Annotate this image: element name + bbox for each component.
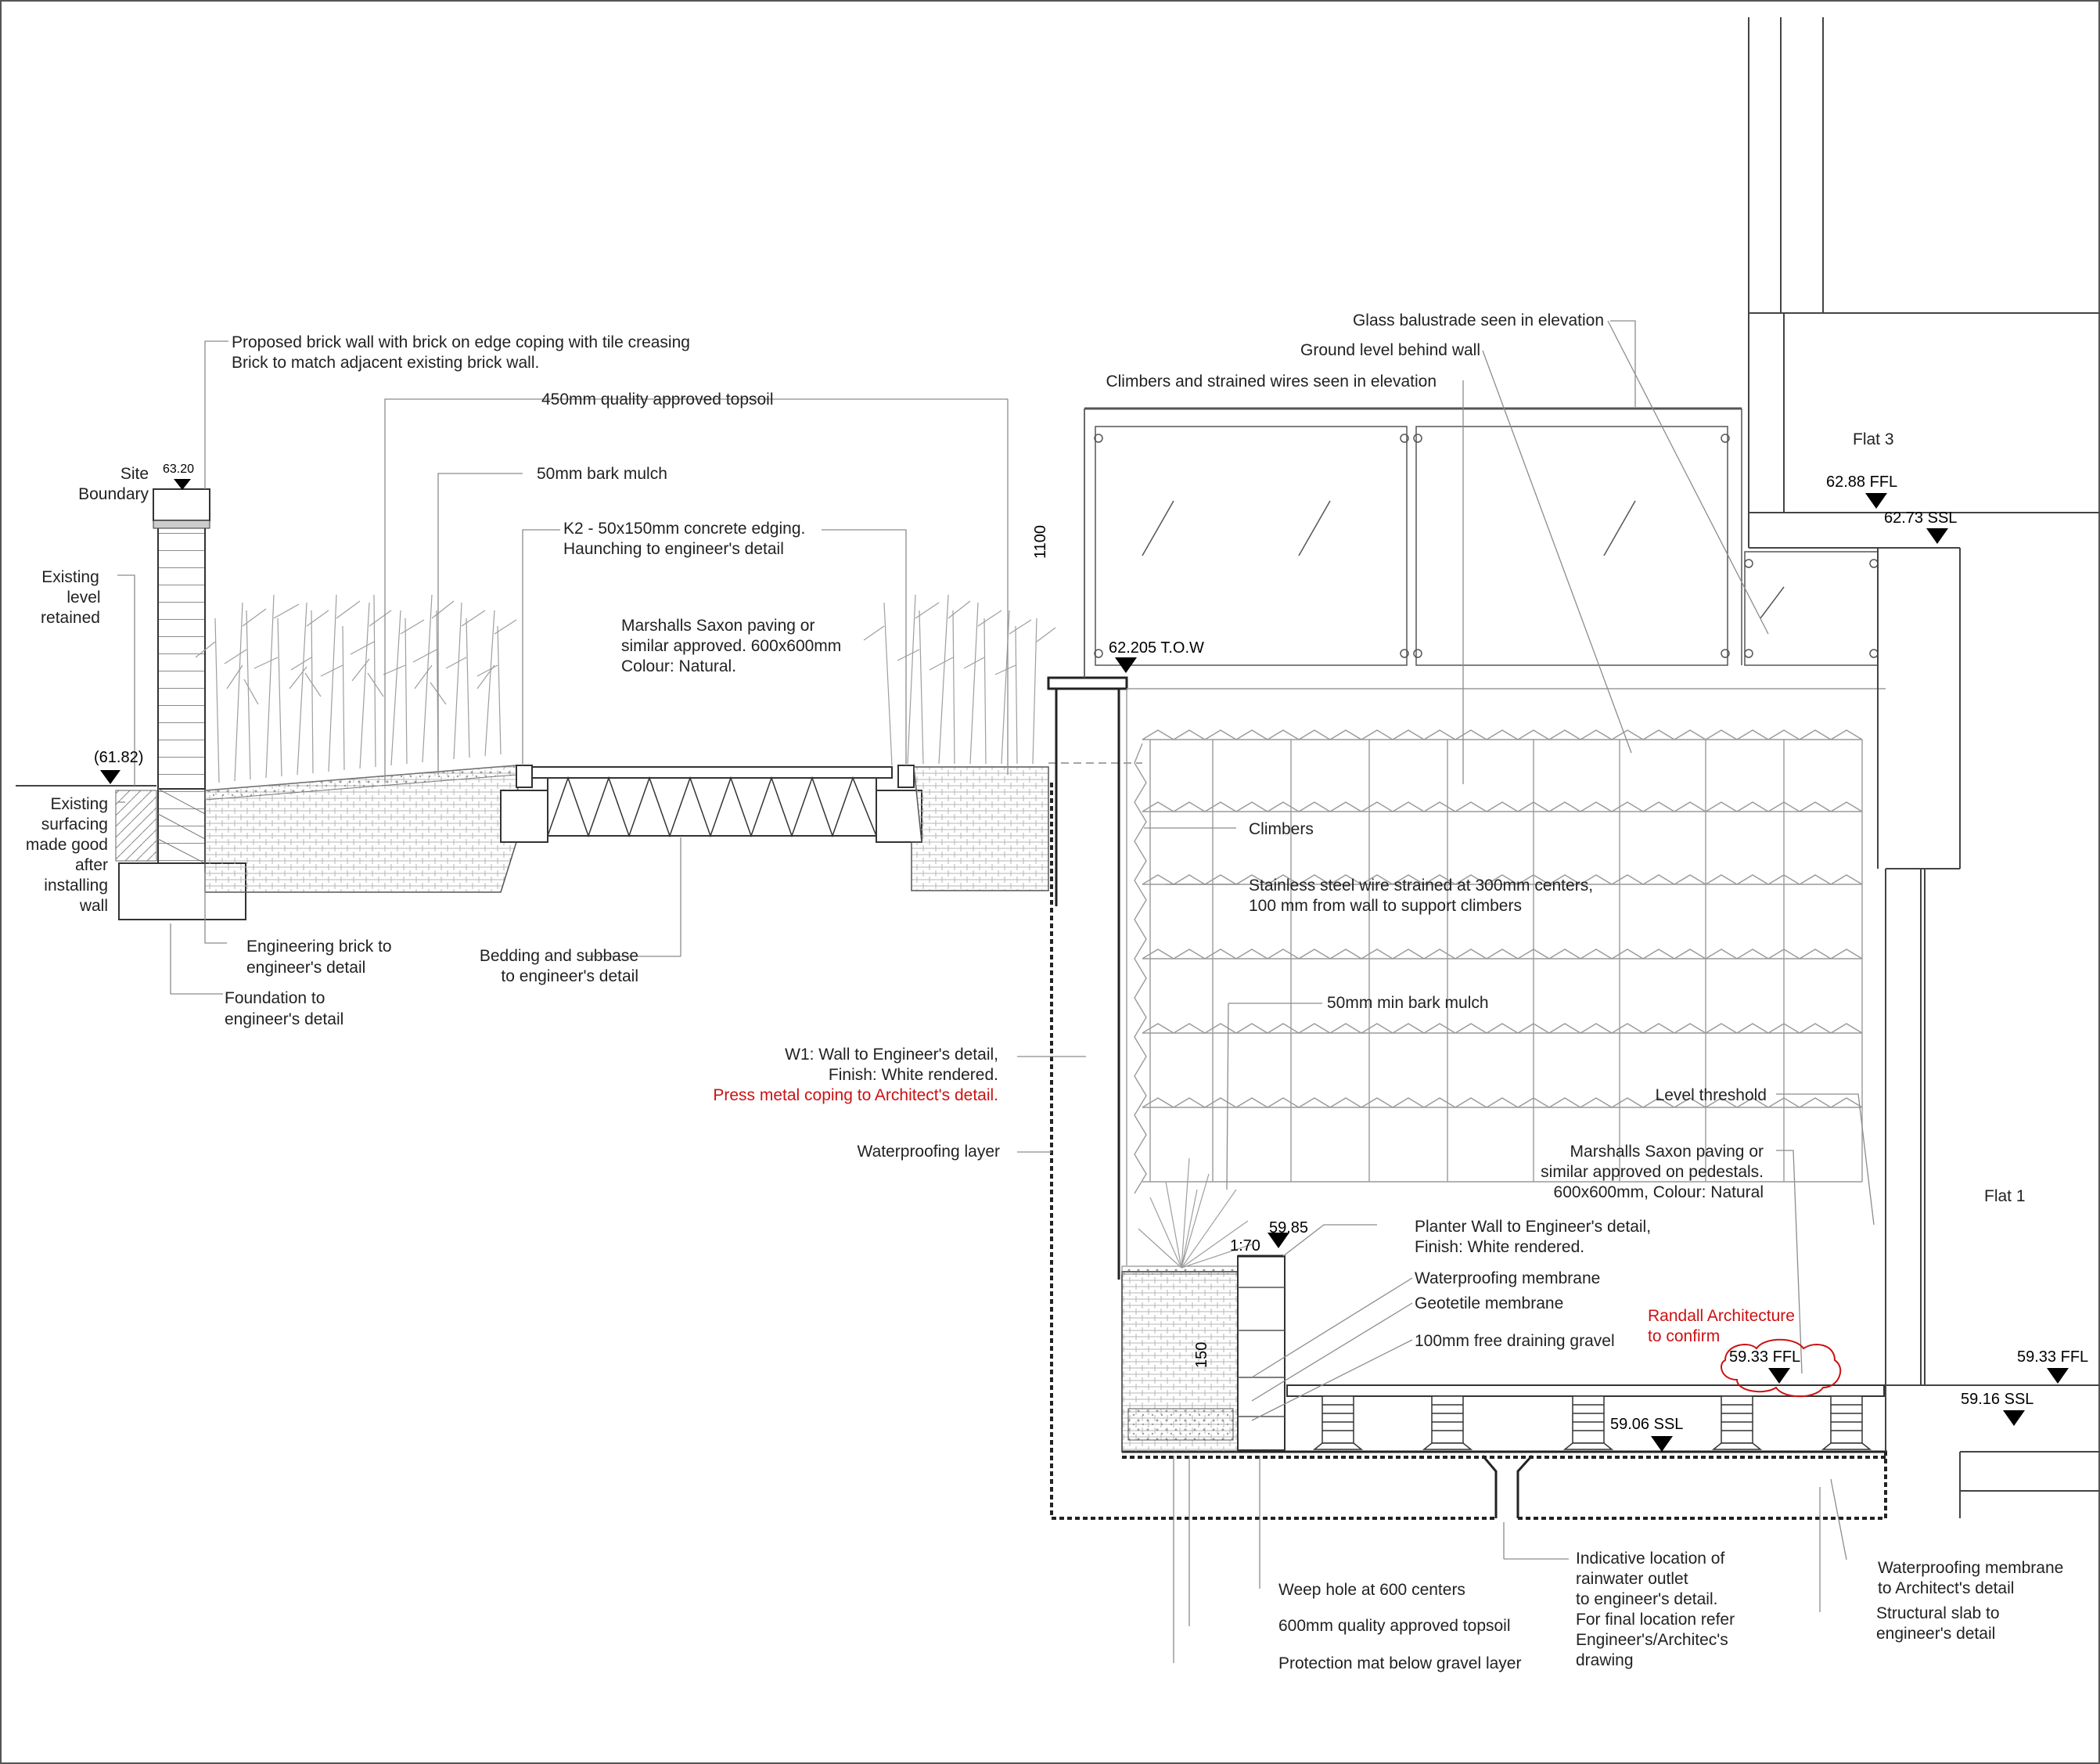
glass-balustrade [1084, 409, 1878, 678]
climbing-wires [1127, 689, 1886, 1265]
note-existing-level-3: retained [41, 609, 100, 627]
note-rainwater-2: rainwater outlet [1576, 1570, 1688, 1588]
note-existing-surf-5: installing [44, 877, 108, 895]
note-existing-surf-2: surfacing [41, 815, 108, 833]
note-foundation-1: Foundation to [225, 989, 325, 1007]
note-rainwater-4: For final location refer [1576, 1611, 1735, 1629]
note-planter-wall-1: Planter Wall to Engineer's detail, [1415, 1218, 1652, 1236]
note-weep-hole: Weep hole at 600 centers [1278, 1581, 1465, 1599]
note-bedding-2: to engineer's detail [501, 967, 638, 985]
note-existing-surf-3: made good [25, 836, 108, 854]
note-rainwater-1: Indicative location of [1576, 1550, 1725, 1568]
level-ssl-right: 59.16 SSL [1961, 1391, 2034, 1408]
bamboo-planting-right [864, 595, 1055, 765]
topsoil-bed-right [912, 767, 1048, 891]
level-planter: 59.85 [1269, 1219, 1309, 1237]
building-flat3 [1749, 17, 2100, 869]
note-site-boundary-1: Site [120, 465, 149, 483]
note-marshalls-ped-3: 600x600mm, Colour: Natural [1553, 1183, 1764, 1201]
note-slab-1: Structural slab to [1876, 1604, 2000, 1622]
note-randall-2: to confirm [1648, 1327, 1721, 1345]
note-existing-level-1: Existing [41, 568, 99, 586]
subbase [548, 778, 876, 836]
level-ssl-lower: 59.06 SSL [1610, 1416, 1684, 1433]
note-waterproofing-layer: Waterproofing layer [857, 1143, 1000, 1161]
note-existing-surf-6: wall [79, 897, 108, 915]
note-climbers-wires: Climbers and strained wires seen in elevation [1106, 373, 1437, 391]
note-level-threshold: Level threshold [1655, 1086, 1767, 1104]
note-planter-wall-2: Finish: White rendered. [1415, 1238, 1585, 1256]
note-bark-min: 50mm min bark mulch [1327, 994, 1489, 1012]
note-bark-mulch: 50mm bark mulch [537, 465, 667, 483]
note-brick-wall-1: Proposed brick wall with brick on edge coping with tile creasing [232, 333, 690, 351]
note-wp-arch-1: Waterproofing membrane [1878, 1559, 2064, 1577]
lightwell-section [1048, 17, 2100, 1518]
note-k2-edging-2: Haunching to engineer's detail [563, 540, 784, 558]
label-flat3: Flat 3 [1853, 430, 1894, 448]
level-tow: 62.205 T.O.W [1109, 639, 1204, 657]
leader-lines [117, 321, 1874, 1663]
note-geotextile: Geotetile membrane [1415, 1294, 1564, 1312]
note-existing-surf-1: Existing [50, 795, 108, 813]
note-existing-level-2: level [67, 589, 101, 607]
note-marshalls-ped-1: Marshalls Saxon paving or [1570, 1143, 1764, 1161]
note-brick-wall-2: Brick to match adjacent existing brick wall. [232, 354, 540, 372]
note-w1-1: W1: Wall to Engineer's detail, [785, 1046, 998, 1064]
dim-fall: 1:70 [1230, 1237, 1260, 1255]
metal-coping [1048, 678, 1127, 689]
note-marshalls-1: Marshalls Saxon paving or [621, 617, 815, 635]
note-marshalls-3: Colour: Natural. [621, 657, 737, 675]
rainwater-outlet [1483, 1456, 1532, 1518]
note-site-boundary-2: Boundary [78, 485, 149, 503]
planter-wall [1238, 1256, 1285, 1450]
annotations [26, 311, 2088, 1672]
pedestals [1314, 1396, 1870, 1449]
note-marshalls-2: similar approved. 600x600mm [621, 637, 842, 655]
note-rainwater-5: Engineer's/Architec's [1576, 1631, 1728, 1649]
level-ffl-lower: 59.33 FFL [1729, 1348, 1801, 1366]
note-steel-wire-1: Stainless steel wire strained at 300mm centers, [1249, 877, 1594, 895]
dim-gravel-depth: 150 [1193, 1341, 1210, 1368]
note-rainwater-3: to engineer's detail. [1576, 1590, 1718, 1608]
note-topsoil-450: 450mm quality approved topsoil [541, 391, 774, 409]
note-climbers: Climbers [1249, 820, 1314, 838]
note-ground-level-behind: Ground level behind wall [1300, 341, 1480, 359]
dim-balustrade-height: 1100 [1032, 524, 1049, 559]
note-glass-balustrade: Glass balustrade seen in elevation [1352, 311, 1604, 329]
label-flat1: Flat 1 [1984, 1187, 2026, 1205]
level-coping: 63.20 [163, 463, 195, 476]
note-marshalls-ped-2: similar approved on pedestals. [1541, 1163, 1764, 1181]
note-foundation-2: engineer's detail [225, 1010, 344, 1028]
note-gravel-100: 100mm free draining gravel [1415, 1332, 1615, 1350]
note-slab-2: engineer's detail [1876, 1625, 1996, 1643]
brick-wall [158, 491, 205, 789]
note-w1-2: Finish: White rendered. [828, 1066, 998, 1084]
note-randall-1: Randall Architecture [1648, 1307, 1795, 1325]
brick-coping [153, 489, 210, 520]
note-k2-edging-1: K2 - 50x150mm concrete edging. [563, 520, 806, 538]
bamboo-planting-left [196, 595, 516, 783]
note-eng-brick-2: engineer's detail [246, 959, 366, 977]
note-protection-mat: Protection mat below gravel layer [1278, 1654, 1522, 1672]
note-wp-arch-2: to Architect's detail [1878, 1579, 2015, 1597]
level-ssl-upper: 62.73 SSL [1884, 509, 1958, 527]
note-wp-membrane: Waterproofing membrane [1415, 1269, 1601, 1287]
note-eng-brick-1: Engineering brick to [246, 938, 392, 956]
level-existing: (61.82) [94, 749, 144, 766]
note-w1-3: Press metal coping to Architect's detail. [713, 1086, 998, 1104]
note-rainwater-6: drawing [1576, 1651, 1634, 1669]
note-existing-surf-4: after [74, 856, 108, 874]
pedestal-paving [1287, 1385, 1884, 1396]
paving [532, 767, 892, 778]
note-steel-wire-2: 100 mm from wall to support climbers [1249, 897, 1522, 915]
level-ffl-upper: 62.88 FFL [1826, 473, 1898, 491]
note-topsoil-600: 600mm quality approved topsoil [1278, 1617, 1511, 1635]
level-ffl-right: 59.33 FFL [2017, 1348, 2089, 1366]
note-bedding-1: Bedding and subbase [479, 947, 638, 965]
